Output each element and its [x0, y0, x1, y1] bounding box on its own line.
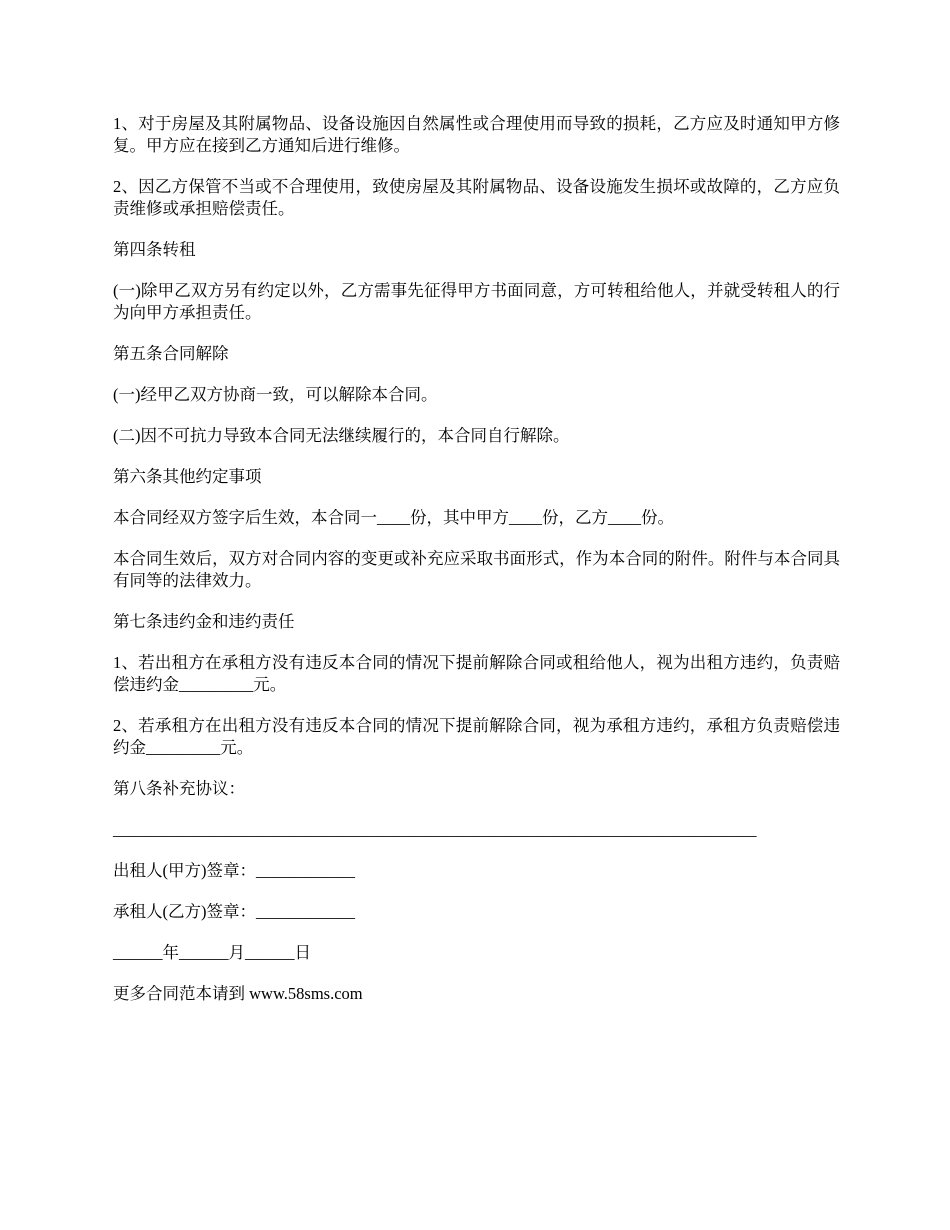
paragraph-termination-force-majeure: (二)因不可抗力导致本合同无法继续履行的，本合同自行解除。 [113, 426, 570, 445]
heading-article-4-sublease: 第四条转租 [113, 240, 196, 259]
supplement-blank-line: ______________________________________________________________________________ [113, 820, 757, 839]
contract-page [113, 113, 840, 1024]
paragraph-repair-improper-use: 2、因乙方保管不当或不合理使用，致使房屋及其附属物品、设备设施发生损坏或故障的，乙方应负责维修或承担赔偿责任。 [113, 177, 840, 218]
heading-article-7-penalty: 第七条违约金和违约责任 [113, 612, 295, 631]
landlord-signature-line: 出租人(甲方)签章：____________ [113, 861, 355, 880]
paragraph-sublease-consent: (一)除甲乙双方另有约定以外，乙方需事先征得甲方书面同意，方可转租给他人，并就受转租人的行为向甲方承担责任。 [113, 281, 840, 322]
paragraph-copies: 本合同经双方签字后生效，本合同一____份，其中甲方____份，乙方____份。 [113, 508, 674, 527]
heading-article-8-supplement: 第八条补充协议： [113, 779, 245, 798]
paragraph-repair-natural-wear: 1、对于房屋及其附属物品、设备设施因自然属性或合理使用而导致的损耗，乙方应及时通知甲方修复。甲方应在接到乙方通知后进行维修。 [113, 114, 840, 155]
heading-article-5-termination: 第五条合同解除 [113, 344, 229, 363]
paragraph-landlord-penalty: 1、若出租方在承租方没有违反本合同的情况下提前解除合同或租给他人，视为出租方违约，负责赔偿违约金_________元。 [113, 653, 840, 694]
heading-article-6-other: 第六条其他约定事项 [113, 467, 262, 486]
tenant-signature-line: 承租人(乙方)签章：____________ [113, 902, 355, 921]
date-line: ______年______月______日 [113, 943, 311, 962]
paragraph-tenant-penalty: 2、若承租方在出租方没有违反本合同的情况下提前解除合同，视为承租方违约，承租方负责赔偿违约金_________元。 [113, 716, 840, 757]
paragraph-termination-mutual: (一)经甲乙双方协商一致，可以解除本合同。 [113, 385, 438, 404]
footer-note: 更多合同范本请到 www.58sms.com [113, 984, 363, 1003]
paragraph-amendments: 本合同生效后，双方对合同内容的变更或补充应采取书面形式，作为本合同的附件。附件与本合同具有同等的法律效力。 [113, 549, 840, 590]
